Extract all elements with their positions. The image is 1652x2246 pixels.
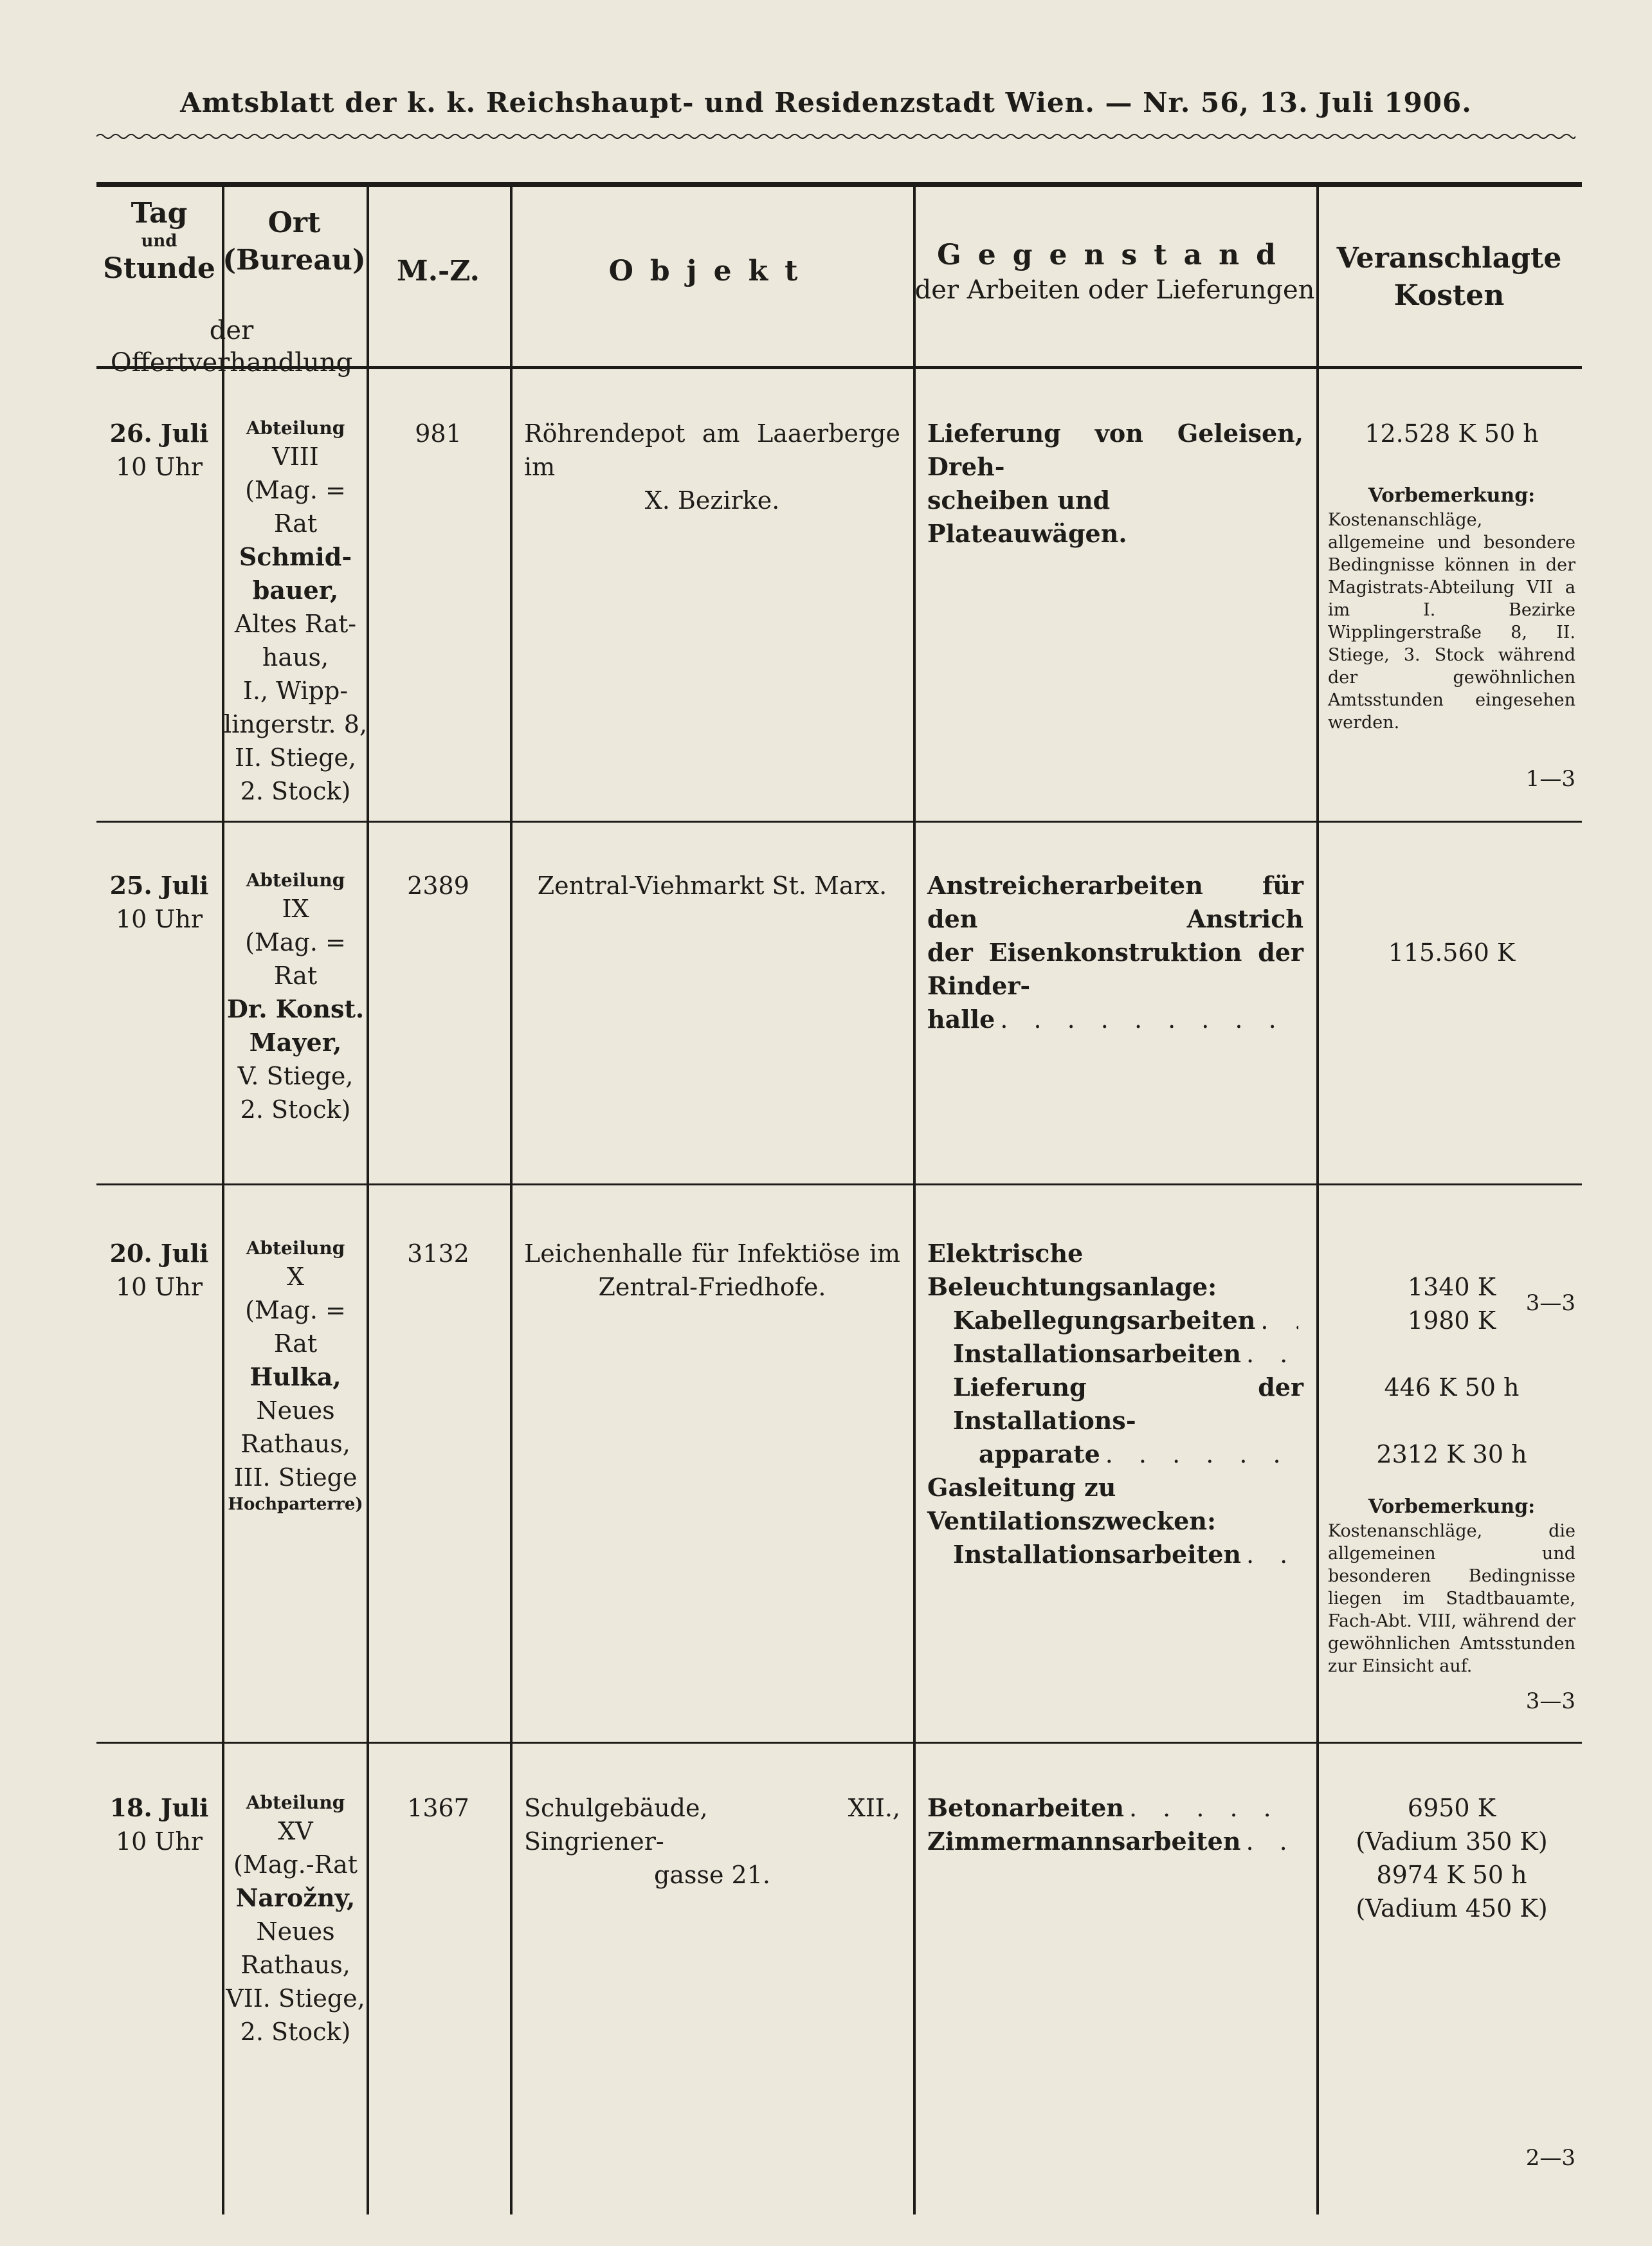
row-3-date: 20. Juli [109, 1239, 209, 1268]
row-4-mz: 1367 [407, 1794, 469, 1822]
item-text: apparate [979, 1439, 1100, 1468]
row-2-mz: 2389 [407, 872, 469, 900]
row-2-ort [222, 869, 369, 1126]
row-3-time: 10 Uhr [115, 1273, 203, 1301]
ort-line: VIII [272, 443, 319, 471]
row-divider-2 [96, 1183, 1582, 1185]
row-4-ort [222, 1791, 369, 2049]
row-2-date-cell [96, 869, 222, 936]
row-4-cost-1: 6950 K [1407, 1794, 1496, 1822]
row-2-time: 10 Uhr [115, 905, 203, 933]
header-kosten [1316, 240, 1582, 315]
header-gegenstand-sub: der Arbeiten oder Lieferungen [914, 275, 1315, 305]
item-text: Installationsarbeiten [953, 1540, 1242, 1569]
row-4-objekt [524, 1791, 900, 1892]
ort-line: Neues [256, 1917, 335, 1946]
header-bureau-label: (Bureau) [222, 244, 366, 277]
item-text: Zimmermannsarbeiten [927, 1827, 1241, 1856]
row-4-time: 10 Uhr [115, 1827, 203, 1856]
row-1-kosten: 12.528 K 50 h [1365, 419, 1539, 448]
ort-line: haus, [262, 643, 329, 671]
header-gegenstand-label: Gegenstand [937, 239, 1293, 271]
gegenstand-item: Lieferung der Installations- [953, 1373, 1303, 1435]
row-3-cost-1: 1340 K [1407, 1273, 1496, 1301]
gegenstand-lead-text: halle [927, 1005, 995, 1034]
ort-line: Abteilung [246, 1237, 345, 1259]
gegenstand-line: Anstreicherarbeiten für den Anstrich [927, 871, 1303, 933]
leader-dots [1129, 1791, 1298, 1825]
gegenstand-item [927, 1791, 1303, 1825]
ort-line: I., Wipp- [242, 677, 349, 705]
ort-line: (Mag. = Rat [245, 1296, 346, 1358]
row-1-ort [222, 417, 369, 808]
wavy-rule [96, 132, 1575, 141]
row-4-date: 18. Juli [109, 1793, 209, 1822]
row-3-cost-3: 446 K 50 h [1384, 1373, 1520, 1401]
ort-line: Rathaus, [241, 1430, 350, 1458]
leader-dots [1246, 1337, 1298, 1371]
header-gegenstand [913, 237, 1316, 306]
note-text: Kostenanschläge, allgemeine und besondere Bedingnisse können in der Magistrats-Abteilung VII a im I. Bezirke Wipplingerstraße 8, II. Stiege, 3. Stock während der gewöhnlichen Amtsstunden eingesehen werden. [1328, 510, 1575, 733]
row-4-kosten [1319, 1791, 1584, 1925]
row-1-objekt [524, 417, 900, 517]
row-4-date-cell [96, 1791, 222, 1858]
row-3-objekt [524, 1237, 900, 1304]
ort-line: 2. Stock) [240, 2018, 351, 2046]
objekt-line: Schulgebäude, XII., Singriener- [524, 1794, 900, 1856]
row-3-cost-4: 2312 K 30 h [1376, 1440, 1527, 1468]
ort-line: Altes Rat- [234, 610, 357, 638]
ort-line: Abteilung [246, 417, 345, 439]
gegenstand-line: Lieferung von Geleisen, Dreh- [927, 419, 1303, 481]
objekt-line: gasse 21. [654, 1861, 770, 1889]
leader-dots [1260, 1304, 1298, 1337]
gegenstand-item [927, 1538, 1303, 1571]
table-top-rule [96, 182, 1582, 187]
note-title: Vorbemerkung: [1368, 1495, 1536, 1518]
header-mz: M.-Z. [397, 255, 480, 288]
objekt-line: Röhrendepot am Laaerberge im [524, 419, 900, 481]
row-divider-1 [96, 821, 1582, 823]
header-ort-bureau [222, 205, 367, 279]
ort-line: Narožny, [235, 1883, 356, 1912]
row-3-reference: 3—3 [1525, 1688, 1575, 1714]
header-ort-label: Ort [268, 206, 321, 239]
ort-line: Hochparterre) [228, 1495, 363, 1514]
gegenstand-line [927, 1003, 1303, 1036]
row-2-date: 25. Juli [109, 871, 209, 900]
ort-line: Hulka, [250, 1362, 341, 1391]
ort-line: II. Stiege, [234, 744, 357, 772]
leader-dots [1246, 1825, 1298, 1858]
ort-line: Mayer, [249, 1028, 342, 1057]
ort-line: Rathaus, [241, 1951, 350, 1979]
ort-line: III. Stiege [233, 1463, 358, 1492]
row-1-time: 10 Uhr [115, 453, 203, 481]
item-text: Betonarbeiten [927, 1793, 1125, 1822]
ort-line: X [286, 1263, 305, 1291]
gegenstand-line: der Eisenkonstruktion der Rinder- [927, 938, 1303, 1000]
gegenstand-item [927, 1337, 1303, 1371]
ort-line: bauer, [252, 576, 339, 605]
item-text: Installationsarbeiten [953, 1339, 1242, 1368]
header-und-label: und [141, 232, 177, 251]
ort-line: VII. Stiege, [226, 1984, 365, 2013]
row-3-mz: 3132 [407, 1239, 469, 1268]
note-title: Vorbemerkung: [1368, 484, 1536, 507]
gegenstand-item [927, 1825, 1303, 1858]
row-1-reference: 1—3 [1525, 766, 1575, 792]
ort-line: (Mag.-Rat [233, 1850, 358, 1879]
objekt-line: Zentral-Friedhofe. [598, 1273, 826, 1301]
row-4-reference: 2—3 [1525, 2145, 1575, 2171]
header-stunde-label: Stunde [103, 252, 215, 285]
row-2-gegenstand [927, 869, 1303, 1036]
row-4-gegenstand [927, 1791, 1303, 1858]
header-veranschlagte-label: Veranschlagte [1336, 242, 1562, 275]
column-line-3 [510, 182, 513, 2214]
row-3-date-cell [96, 1237, 222, 1304]
objekt-line: Leichenhalle für Infektiöse im [524, 1239, 900, 1268]
ort-line: XV [278, 1817, 313, 1845]
row-3-cost-2: 1980 K [1407, 1306, 1496, 1335]
gegenstand-heading: Gasleitung zu Ventilationszwecken: [927, 1473, 1216, 1535]
gegenstand-heading: Elektrische Beleuchtungsanlage: [927, 1239, 1217, 1301]
page-header: Amtsblatt der k. k. Reichshaupt- und Residenzstadt Wien. — Nr. 56, 13. Juli 1906. [180, 87, 1472, 118]
gegenstand-line: scheiben und Plateauwägen. [927, 486, 1127, 548]
row-4-cost-2: 8974 K 50 h [1376, 1861, 1527, 1889]
leader-dots [1105, 1438, 1298, 1471]
row-3-gegenstand [927, 1237, 1303, 1571]
ort-line: V. Stiege, [237, 1062, 354, 1090]
objekt-line: Zentral-Viehmarkt St. Marx. [537, 872, 887, 900]
ort-line: Schmid- [239, 542, 352, 571]
column-line-4 [913, 182, 916, 2214]
row-3-note [1328, 1494, 1575, 1677]
ort-line: Dr. Konst. [226, 994, 365, 1023]
header-tag-label: Tag [131, 197, 188, 230]
ort-line: Abteilung [246, 870, 345, 891]
tender-table [96, 182, 1582, 2214]
row-1-gegenstand [927, 417, 1303, 551]
note-text: Kostenanschläge, die allgemeinen und besonderen Bedingnisse liegen im Stadtbauamte, Fach-Abt. VIII, während der gewöhnlichen Amtsstunden zur Einsicht auf. [1328, 1521, 1575, 1676]
gegenstand-item [927, 1304, 1303, 1337]
row-2-kosten: 115.560 K [1388, 938, 1516, 967]
ort-line: Neues [256, 1396, 335, 1425]
objekt-line: X. Bezirke. [644, 486, 780, 515]
header-objekt: Objekt [608, 255, 815, 288]
ort-line: (Mag. = Rat [245, 928, 346, 990]
row-divider-3 [96, 1742, 1582, 1744]
row-1-date: 26. Juli [109, 419, 209, 448]
header-offertverhandlung: der Offertverhandlung [110, 316, 353, 378]
row-4-vadium-2: (Vadium 450 K) [1356, 1894, 1548, 1922]
row-2-objekt [524, 869, 900, 902]
row-3-ort [222, 1237, 369, 1515]
row-1-date-cell [96, 417, 222, 484]
header-kosten-label: Kosten [1393, 279, 1505, 312]
gegenstand-item [927, 1438, 1303, 1471]
ort-line: lingerstr. 8, [224, 710, 367, 738]
row-1-note [1328, 483, 1575, 734]
ort-line: 2. Stock) [240, 777, 351, 805]
ort-line: 2. Stock) [240, 1095, 351, 1124]
item-text: Kabellegungsarbeiten [953, 1306, 1256, 1335]
header-tag-stunde [96, 195, 222, 288]
leader-dots [1000, 1003, 1298, 1036]
row-2-reference: 3—3 [1525, 1290, 1575, 1316]
ort-line: (Mag. = Rat [245, 476, 346, 538]
leader-dots [1246, 1538, 1298, 1571]
row-4-vadium-1: (Vadium 350 K) [1356, 1827, 1548, 1856]
ort-line: Abteilung [246, 1792, 345, 1813]
row-1-mz: 981 [415, 419, 462, 448]
ort-line: IX [282, 895, 309, 923]
